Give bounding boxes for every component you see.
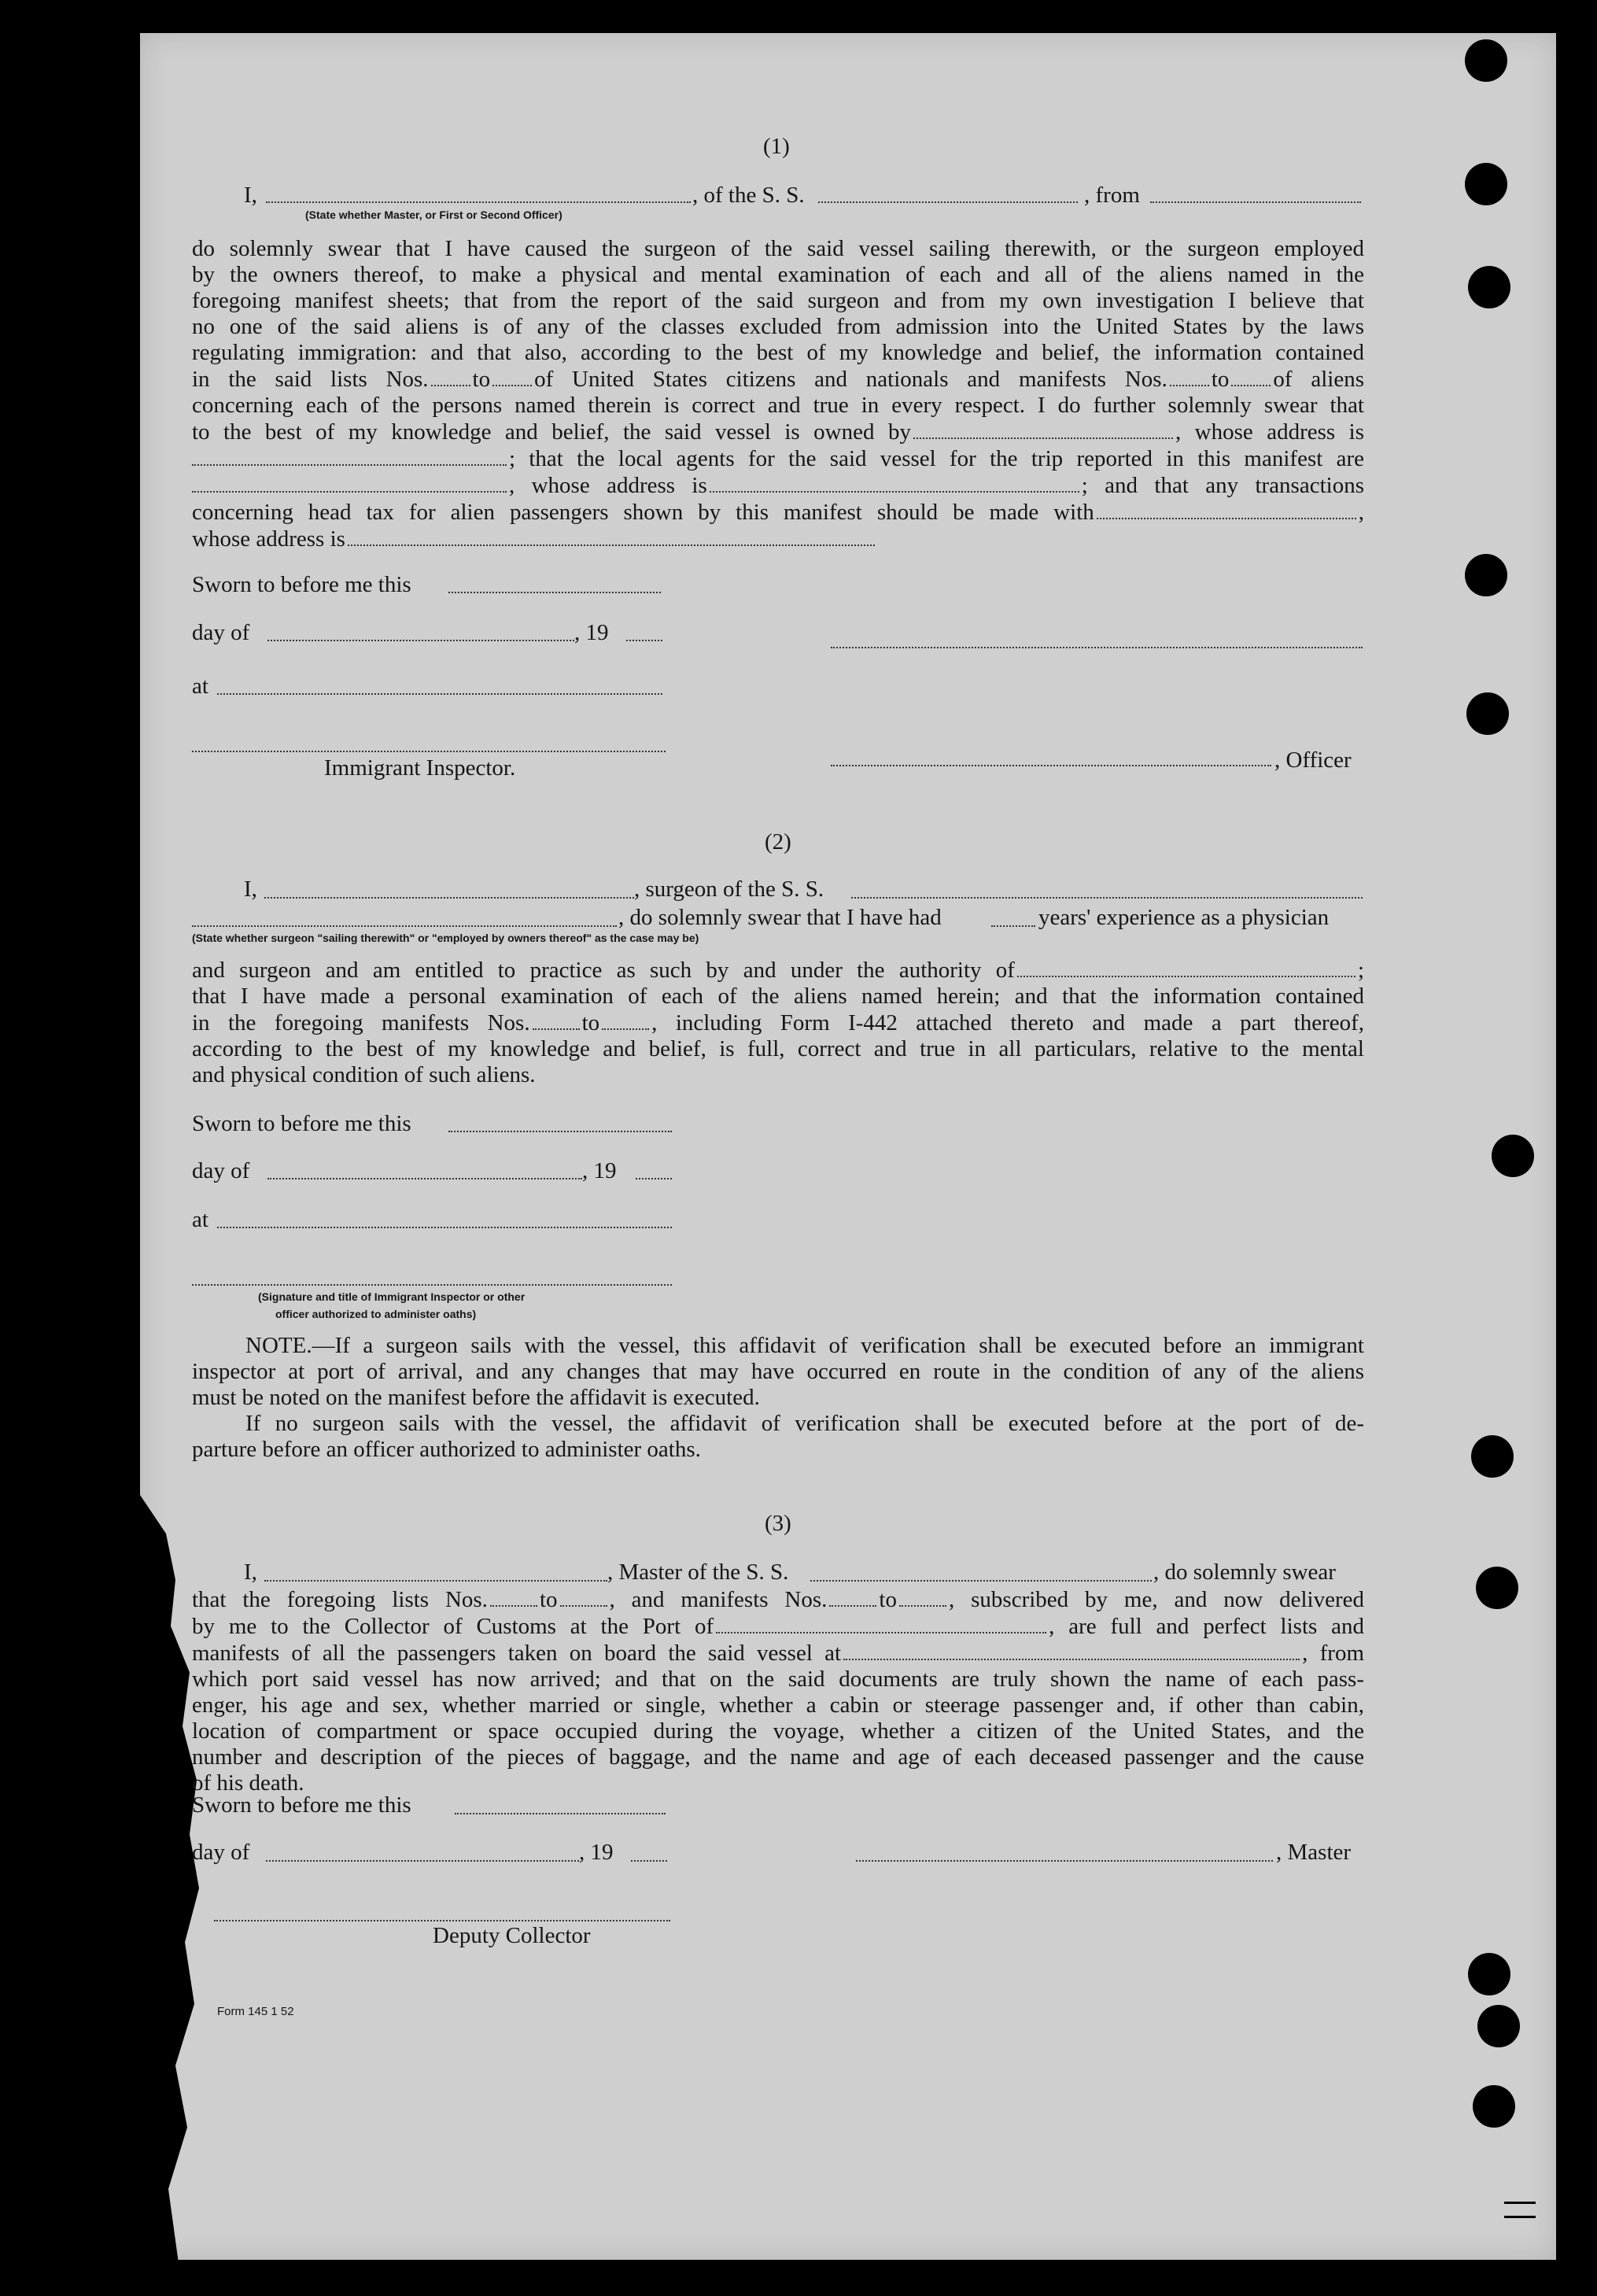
sworn-label: Sworn to before me this <box>192 572 411 597</box>
punch-hole <box>1471 1435 1514 1478</box>
text: of United States citizens and nationals and manifests Nos. <box>534 367 1167 392</box>
text: by me to the Collector of Customs at the Port of <box>192 1614 714 1639</box>
text: and surgeon and am entitled to practice as such by and under the authority of <box>192 958 1015 983</box>
head-tax-field <box>1097 499 1356 519</box>
text: ; and that any transactions <box>1081 473 1364 498</box>
section3-i: I, <box>244 1560 257 1585</box>
text-line: according to the best of my knowledge and belief, is full, correct and true in all particulars, relative to the mental <box>192 1036 1364 1061</box>
master-name-field <box>264 1580 607 1582</box>
text-line <box>192 445 1364 472</box>
text-line: that I have made a personal examination of each of the aliens named herein; and that the information contained <box>192 984 1364 1009</box>
ship-name-field <box>810 1580 1152 1582</box>
section1-caption: (State whether Master, or First or Second Officer) <box>305 209 562 221</box>
surgeon-name-field <box>264 897 634 899</box>
section3-master-ss: , Master of the S. S. <box>607 1560 789 1585</box>
text-line: number and description of the pieces of baggage, and the name and age of each deceased passenger and the cause <box>192 1744 1364 1770</box>
text: to <box>581 1010 600 1035</box>
text: in the foregoing manifests Nos. <box>192 1010 530 1035</box>
manifests-to-field <box>602 1010 649 1030</box>
text-line <box>192 1586 1364 1613</box>
text-line: of his death. <box>192 1770 304 1796</box>
day-field <box>267 1178 582 1179</box>
manifests-from-field <box>533 1010 580 1030</box>
master-label: , Master <box>1276 1840 1352 1865</box>
text: to <box>1211 367 1230 392</box>
punch-hole <box>1492 1135 1534 1177</box>
text-line: If no surgeon sails with the vessel, the affidavit of verification shall be executed before at the port of de- <box>245 1411 1364 1436</box>
text: manifests of all the passengers taken on board the said vessel at <box>192 1641 842 1666</box>
text-line: location of compartment or space occupied during the voyage, whether a citizen of the United States, and the <box>192 1718 1364 1744</box>
text: to <box>472 367 491 392</box>
surgeon-ship-field <box>851 897 1363 899</box>
day-of-label: day of <box>192 1158 250 1183</box>
lists-to-field <box>560 1586 607 1607</box>
section1-intro-ss: , of the S. S. <box>692 183 805 208</box>
day-of-label: day of <box>192 1840 250 1865</box>
punch-hole <box>1465 39 1507 82</box>
text-line <box>192 472 1364 499</box>
punch-hole <box>1476 1567 1518 1609</box>
officer-signature-line <box>831 765 1271 766</box>
text: , subscribed by me, and now delivered <box>948 1587 1364 1612</box>
sworn-field <box>448 1131 672 1132</box>
collector-label: Deputy Collector <box>433 1923 591 1948</box>
master-signature-line <box>856 1860 1273 1862</box>
section2-i: I, <box>244 877 257 902</box>
section1-number: (1) <box>763 134 790 159</box>
at-field <box>217 1227 672 1228</box>
from-field <box>1150 201 1361 203</box>
master-name-field <box>266 201 691 203</box>
day-of-label: day of <box>192 620 250 645</box>
years-field <box>991 925 1035 927</box>
text-line: no one of the said aliens is of any of the classes excluded from admission into the United States by the laws <box>192 314 1364 339</box>
manifests-to-field <box>899 1586 946 1607</box>
text-line <box>192 419 1364 445</box>
lists-from-field <box>431 366 470 386</box>
punch-hole <box>1465 554 1507 596</box>
edge-mark <box>1504 2216 1536 2218</box>
ship-name-field <box>818 201 1078 203</box>
text: to <box>879 1587 897 1612</box>
text: , and manifests Nos. <box>609 1587 828 1612</box>
year-field <box>626 640 662 641</box>
text-line <box>192 499 1364 526</box>
inspector-signature-line <box>192 1284 672 1286</box>
section2-years: years' experience as a physician <box>1038 905 1330 930</box>
year-field <box>636 1178 672 1179</box>
surgeon-status-field <box>192 925 617 927</box>
section3-number: (3) <box>765 1511 791 1536</box>
signature-caption: (Signature and title of Immigrant Inspector or other <box>258 1290 526 1303</box>
inspector-signature-line <box>192 751 666 752</box>
text: in the said lists Nos. <box>192 367 429 392</box>
text-line: concerning each of the persons named therein is correct and true in every respect. I do further solemnly swear that <box>192 393 1364 418</box>
text-line: enger, his age and sex, whether married or single, whether a cabin or steerage passenger and, if other than cabin, <box>192 1692 1364 1718</box>
at-label: at <box>192 1207 208 1232</box>
text-line: and physical condition of such aliens. <box>192 1062 536 1087</box>
manifests-from-field <box>1170 366 1209 386</box>
note-paragraph <box>192 1333 1364 1463</box>
text: to <box>539 1587 558 1612</box>
year-label: , 19 <box>574 620 609 645</box>
text-line: do solemnly swear that I have caused the surgeon of the said vessel sailing therewith, or the surgeon employed <box>192 236 1364 261</box>
text-line <box>192 526 1364 552</box>
text: , including Form I-442 attached thereto and made a part thereof, <box>651 1010 1364 1035</box>
agents-field <box>192 472 507 493</box>
section3-swear: , do solemnly swear <box>1153 1560 1336 1585</box>
text-line: by the owners thereof, to make a physical and mental examination of each and all of the aliens named in the <box>192 262 1364 287</box>
text: whose address is <box>192 526 345 552</box>
owner-address-field <box>192 445 507 466</box>
collector-signature-line <box>214 1920 670 1921</box>
year-field <box>631 1860 667 1862</box>
signature-caption: officer authorized to administer oaths) <box>275 1308 477 1320</box>
embark-port-field <box>843 1640 1300 1660</box>
sworn-field <box>448 592 661 593</box>
section3-body <box>192 1586 1364 1796</box>
manifests-to-field <box>1231 366 1271 386</box>
punch-hole <box>1466 692 1509 735</box>
text: ; <box>1357 958 1364 983</box>
text-line: must be noted on the manifest before the affidavit is executed. <box>192 1385 760 1410</box>
section1-intro-from: , from <box>1084 183 1140 208</box>
edge-mark <box>1504 2202 1536 2204</box>
day-field <box>267 640 574 641</box>
head-tax-address-field <box>348 526 875 546</box>
text: of aliens <box>1273 367 1365 392</box>
section2-swear: , do solemnly swear that I have had <box>618 905 942 930</box>
punch-hole <box>1468 266 1510 308</box>
punch-hole <box>1473 2085 1515 2128</box>
text-line <box>192 1640 1364 1667</box>
lists-from-field <box>490 1586 537 1607</box>
at-label: at <box>192 674 208 699</box>
punch-hole <box>1468 1953 1510 1995</box>
section1-body <box>192 236 1364 552</box>
text: that the foregoing lists Nos. <box>192 1587 488 1612</box>
text-line <box>192 957 1364 984</box>
text: to the best of my knowledge and belief, the said vessel is owned by <box>192 419 911 445</box>
lists-to-field <box>492 366 532 386</box>
port-field <box>716 1613 1046 1633</box>
text: , whose address is <box>1175 419 1364 445</box>
text: concerning head tax for alien passengers shown by this manifest should be made with <box>192 500 1094 525</box>
agents-address-field <box>710 472 1079 493</box>
manifests-from-field <box>829 1586 876 1607</box>
section2-caption: (State whether surgeon "sailing therewith" or "employed by owners thereof" as the case may be) <box>192 932 699 944</box>
text: , whose address is <box>509 473 707 498</box>
text: , from <box>1302 1641 1365 1666</box>
text-line <box>192 1613 1364 1640</box>
text-line: which port said vessel has now arrived; and that on the said documents are truly shown the name of each pass- <box>192 1667 1364 1692</box>
text: , <box>1358 500 1364 525</box>
officer-label: , Officer <box>1274 747 1352 773</box>
authority-field <box>1017 957 1355 977</box>
day-field <box>266 1860 579 1862</box>
text-line <box>192 1010 1364 1036</box>
sworn-label: Sworn to before me this <box>192 1111 411 1136</box>
form-id: Form 145 1 52 <box>217 2005 294 2018</box>
sworn-label: Sworn to before me this <box>192 1792 411 1818</box>
punch-hole <box>1465 163 1507 205</box>
inspector-label: Immigrant Inspector. <box>324 755 516 781</box>
text-line: foregoing manifest sheets; that from the report of the said surgeon and from my own investigation I believe that <box>192 288 1364 313</box>
officer-signature-line-upper <box>831 647 1363 648</box>
text-line: parture before an officer authorized to administer oaths. <box>192 1437 701 1462</box>
text: ; that the local agents for the said vessel for the trip reported in this manifest are <box>509 446 1364 471</box>
text-line: NOTE.—If a surgeon sails with the vessel, this affidavit of verification shall be executed before an immigrant <box>245 1333 1364 1358</box>
text-line: inspector at port of arrival, and any changes that may have occurred en route in the condition of any of the aliens <box>192 1359 1364 1384</box>
text-line <box>192 366 1364 393</box>
text-line: regulating immigration: and that also, according to the best of my knowledge and belief, the information contained <box>192 340 1364 365</box>
year-label: , 19 <box>579 1840 614 1865</box>
year-label: , 19 <box>582 1158 617 1183</box>
section2-number: (2) <box>765 829 791 855</box>
at-field <box>217 693 662 695</box>
section2-surgeon-ss: , surgeon of the S. S. <box>634 877 824 902</box>
text: , are full and perfect lists and <box>1049 1614 1364 1639</box>
sworn-field <box>455 1813 666 1814</box>
section2-body <box>192 957 1364 1088</box>
owner-field <box>913 419 1173 439</box>
section1-intro-i: I, <box>244 183 257 208</box>
punch-hole <box>1477 2005 1520 2047</box>
